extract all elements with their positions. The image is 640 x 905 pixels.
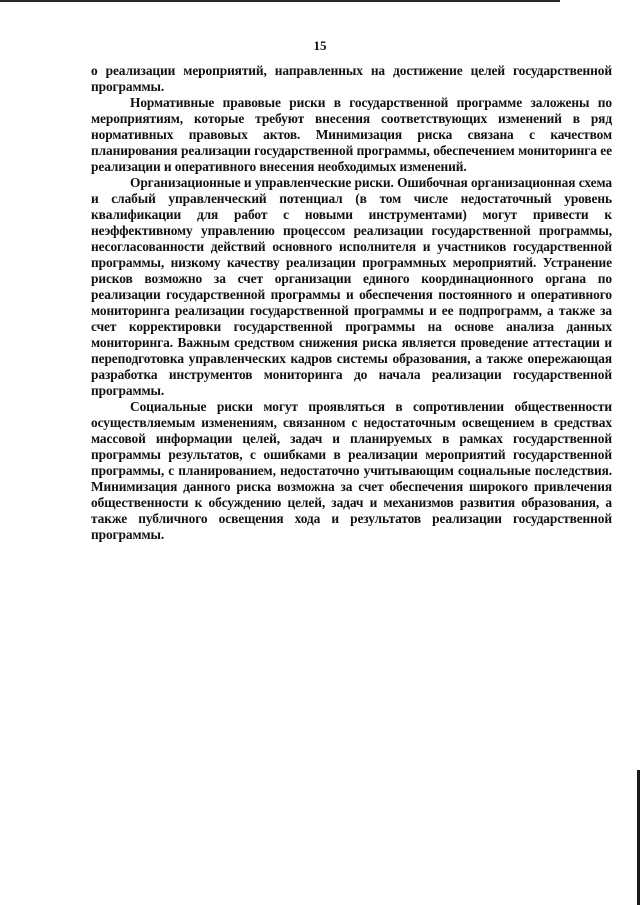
scan-border-top bbox=[0, 0, 560, 2]
document-body bbox=[91, 63, 612, 543]
page-number: 15 bbox=[313, 38, 327, 53]
paragraph-legal-risks: Нормативные правовые риски в государственной программе заложены по мероприятиям, которые требуют внесения соответствующих изменений в ряд нормативных правовых актов. Минимизация риска связана с качеством планирования реализации государственной программы, обеспечением мониторинга ее реализации и оперативного внесения необходимых изменений. bbox=[91, 95, 612, 174]
paragraph-organizational-risks: Организационные и управленческие риски. Ошибочная организационная схема и слабый управленческий потенциал (в том числе недостаточный уровень квалификации для работ с новыми инструментами) могут привести к неэффективному управлению процессом реализации государственной программы, несогласованности действий основного исполнителя и участников государственной программы, низкому качеству реализации программных мероприятий. Устранение рисков возможно за счет организации единого координационного органа по реализации государственной программы и обеспечения постоянного и оперативного мониторинга реализации государственной программы и ее подпрограмм, а также за счет корректировки государственной программы на основе анализа данных мониторинга. Важным средством снижения риска является проведение аттестации и переподготовка управленческих кадров системы образования, а также опережающая разработка инструментов мониторинга до начала реализации государственной программы. bbox=[91, 175, 612, 398]
paragraph-social-risks: Социальные риски могут проявляться в сопротивлении общественности осуществляемым изменениям, связанном с недостаточным освещением в средствах массовой информации целей, задач и планируемых в рамках государственной программы результатов, с ошибками в реализации мероприятий государственной программы, с планированием, недостаточно учитывающим социальные последствия. Минимизация данного риска возможна за счет обеспечения широкого привлечения общественности к обсуждению целей, задач и механизмов развития образования, а также публичного освещения хода и результатов реализации государственной программы. bbox=[91, 399, 612, 542]
paragraph-continuation: о реализации мероприятий, направленных на достижение целей государственной программы. bbox=[91, 63, 612, 94]
